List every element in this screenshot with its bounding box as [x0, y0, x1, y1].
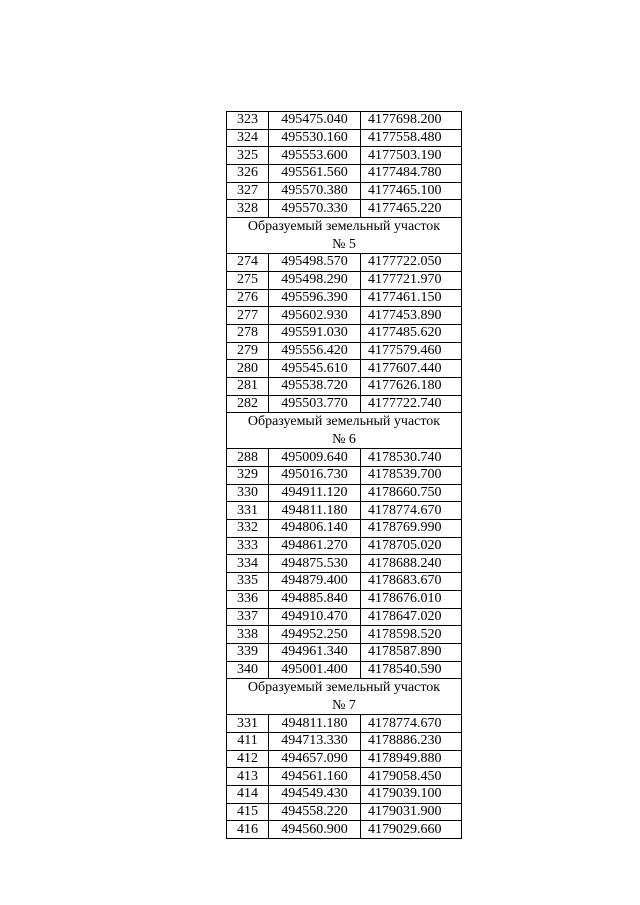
x-coordinate-cell: 495498.570 — [269, 254, 361, 272]
x-coordinate-cell: 495503.770 — [269, 395, 361, 413]
y-coordinate-cell: 4178539.700 — [361, 467, 462, 485]
table-row — [227, 342, 462, 360]
table-row — [227, 324, 462, 342]
table-row — [227, 573, 462, 591]
table-row — [227, 289, 462, 307]
point-number-cell: 274 — [227, 254, 269, 272]
table-row — [227, 626, 462, 644]
y-coordinate-cell: 4178587.890 — [361, 643, 462, 661]
point-number-cell: 414 — [227, 786, 269, 804]
y-coordinate-cell: 4178886.230 — [361, 732, 462, 750]
table-row — [227, 254, 462, 272]
y-coordinate-cell: 4178769.990 — [361, 520, 462, 538]
x-coordinate-cell: 494911.120 — [269, 484, 361, 502]
x-coordinate-cell: 495570.330 — [269, 200, 361, 218]
point-number-cell: 281 — [227, 377, 269, 395]
table-row — [227, 467, 462, 485]
y-coordinate-cell: 4177721.970 — [361, 271, 462, 289]
table-row — [227, 661, 462, 679]
section-title: Образуемый земельный участок — [247, 219, 441, 235]
point-number-cell: 278 — [227, 324, 269, 342]
x-coordinate-cell: 494657.090 — [269, 750, 361, 768]
point-number-cell: 328 — [227, 200, 269, 218]
y-coordinate-cell: 4177503.190 — [361, 147, 462, 165]
y-coordinate-cell: 4179031.900 — [361, 803, 462, 821]
x-coordinate-cell: 495561.560 — [269, 165, 361, 183]
point-number-cell: 327 — [227, 182, 269, 200]
point-number-cell: 334 — [227, 555, 269, 573]
point-number-cell: 275 — [227, 271, 269, 289]
table-row — [227, 750, 462, 768]
table-row — [227, 821, 462, 839]
table-row — [227, 803, 462, 821]
y-coordinate-cell: 4177465.220 — [361, 200, 462, 218]
x-coordinate-cell: 495556.420 — [269, 342, 361, 360]
point-number-cell: 331 — [227, 502, 269, 520]
point-number-cell: 330 — [227, 484, 269, 502]
table-row — [227, 484, 462, 502]
x-coordinate-cell: 494560.900 — [269, 821, 361, 839]
x-coordinate-cell: 495016.730 — [269, 467, 361, 485]
x-coordinate-cell: 495591.030 — [269, 324, 361, 342]
x-coordinate-cell: 494811.180 — [269, 502, 361, 520]
x-coordinate-cell: 494961.340 — [269, 643, 361, 661]
y-coordinate-cell: 4178540.590 — [361, 661, 462, 679]
coordinates-table — [226, 111, 462, 839]
point-number-cell: 282 — [227, 395, 269, 413]
table-row — [227, 520, 462, 538]
point-number-cell: 332 — [227, 520, 269, 538]
point-number-cell: 415 — [227, 803, 269, 821]
table-row — [227, 449, 462, 467]
point-number-cell: 335 — [227, 573, 269, 591]
point-number-cell: 416 — [227, 821, 269, 839]
x-coordinate-cell: 495570.380 — [269, 182, 361, 200]
x-coordinate-cell: 494713.330 — [269, 732, 361, 750]
y-coordinate-cell: 4178688.240 — [361, 555, 462, 573]
point-number-cell: 411 — [227, 732, 269, 750]
table-row — [227, 715, 462, 733]
section-header-row — [227, 218, 462, 254]
y-coordinate-cell: 4177607.440 — [361, 360, 462, 378]
y-coordinate-cell: 4178660.750 — [361, 484, 462, 502]
point-number-cell: 331 — [227, 715, 269, 733]
y-coordinate-cell: 4177484.780 — [361, 165, 462, 183]
y-coordinate-cell: 4177465.100 — [361, 182, 462, 200]
point-number-cell: 336 — [227, 590, 269, 608]
table-row — [227, 732, 462, 750]
point-number-cell: 329 — [227, 467, 269, 485]
x-coordinate-cell: 495498.290 — [269, 271, 361, 289]
table-row — [227, 768, 462, 786]
point-number-cell: 324 — [227, 129, 269, 147]
table-row — [227, 307, 462, 325]
y-coordinate-cell: 4179058.450 — [361, 768, 462, 786]
y-coordinate-cell: 4177698.200 — [361, 112, 462, 130]
point-number-cell: 326 — [227, 165, 269, 183]
y-coordinate-cell: 4177626.180 — [361, 377, 462, 395]
point-number-cell: 325 — [227, 147, 269, 165]
point-number-cell: 338 — [227, 626, 269, 644]
x-coordinate-cell: 494952.250 — [269, 626, 361, 644]
x-coordinate-cell: 495596.390 — [269, 289, 361, 307]
point-number-cell: 279 — [227, 342, 269, 360]
x-coordinate-cell: 495530.160 — [269, 129, 361, 147]
section-header — [227, 679, 462, 715]
y-coordinate-cell: 4179029.660 — [361, 821, 462, 839]
table-row — [227, 786, 462, 804]
section-header — [227, 218, 462, 254]
table-row — [227, 200, 462, 218]
point-number-cell: 412 — [227, 750, 269, 768]
y-coordinate-cell: 4178530.740 — [361, 449, 462, 467]
x-coordinate-cell: 495475.040 — [269, 112, 361, 130]
y-coordinate-cell: 4179039.100 — [361, 786, 462, 804]
y-coordinate-cell: 4178598.520 — [361, 626, 462, 644]
y-coordinate-cell: 4177461.150 — [361, 289, 462, 307]
x-coordinate-cell: 494811.180 — [269, 715, 361, 733]
y-coordinate-cell: 4177485.620 — [361, 324, 462, 342]
x-coordinate-cell: 495538.720 — [269, 377, 361, 395]
y-coordinate-cell: 4178647.020 — [361, 608, 462, 626]
point-number-cell: 276 — [227, 289, 269, 307]
section-title: Образуемый земельный участок — [247, 680, 441, 696]
y-coordinate-cell: 4178774.670 — [361, 715, 462, 733]
y-coordinate-cell: 4177558.480 — [361, 129, 462, 147]
y-coordinate-cell: 4178705.020 — [361, 537, 462, 555]
table-row — [227, 555, 462, 573]
section-number: № 6 — [332, 431, 356, 447]
point-number-cell: 340 — [227, 661, 269, 679]
y-coordinate-cell: 4178774.670 — [361, 502, 462, 520]
x-coordinate-cell: 494861.270 — [269, 537, 361, 555]
point-number-cell: 280 — [227, 360, 269, 378]
x-coordinate-cell: 495545.610 — [269, 360, 361, 378]
x-coordinate-cell: 494910.470 — [269, 608, 361, 626]
table-row — [227, 360, 462, 378]
table-row — [227, 129, 462, 147]
y-coordinate-cell: 4177722.050 — [361, 254, 462, 272]
y-coordinate-cell: 4178949.880 — [361, 750, 462, 768]
table-row — [227, 608, 462, 626]
y-coordinate-cell: 4177579.460 — [361, 342, 462, 360]
x-coordinate-cell: 495553.600 — [269, 147, 361, 165]
y-coordinate-cell: 4177722.740 — [361, 395, 462, 413]
x-coordinate-cell: 494806.140 — [269, 520, 361, 538]
point-number-cell: 339 — [227, 643, 269, 661]
table-row — [227, 112, 462, 130]
x-coordinate-cell: 494549.430 — [269, 786, 361, 804]
table-row — [227, 590, 462, 608]
section-header-row — [227, 413, 462, 449]
x-coordinate-cell: 494879.400 — [269, 573, 361, 591]
table-row — [227, 377, 462, 395]
y-coordinate-cell: 4178676.010 — [361, 590, 462, 608]
section-title: Образуемый земельный участок — [247, 414, 441, 430]
table-row — [227, 182, 462, 200]
point-number-cell: 337 — [227, 608, 269, 626]
x-coordinate-cell: 494875.530 — [269, 555, 361, 573]
section-header — [227, 413, 462, 449]
x-coordinate-cell: 495009.640 — [269, 449, 361, 467]
x-coordinate-cell: 495602.930 — [269, 307, 361, 325]
x-coordinate-cell: 494885.840 — [269, 590, 361, 608]
table-row — [227, 502, 462, 520]
point-number-cell: 333 — [227, 537, 269, 555]
table-row — [227, 165, 462, 183]
y-coordinate-cell: 4177453.890 — [361, 307, 462, 325]
x-coordinate-cell: 494561.160 — [269, 768, 361, 786]
y-coordinate-cell: 4178683.670 — [361, 573, 462, 591]
x-coordinate-cell: 495001.400 — [269, 661, 361, 679]
point-number-cell: 413 — [227, 768, 269, 786]
coordinates-table-body — [227, 112, 462, 839]
point-number-cell: 277 — [227, 307, 269, 325]
section-header-row — [227, 679, 462, 715]
x-coordinate-cell: 494558.220 — [269, 803, 361, 821]
point-number-cell: 323 — [227, 112, 269, 130]
section-number: № 7 — [332, 697, 356, 713]
point-number-cell: 288 — [227, 449, 269, 467]
table-row — [227, 643, 462, 661]
section-number: № 5 — [332, 236, 356, 252]
table-row — [227, 271, 462, 289]
table-row — [227, 395, 462, 413]
table-row — [227, 147, 462, 165]
table-row — [227, 537, 462, 555]
